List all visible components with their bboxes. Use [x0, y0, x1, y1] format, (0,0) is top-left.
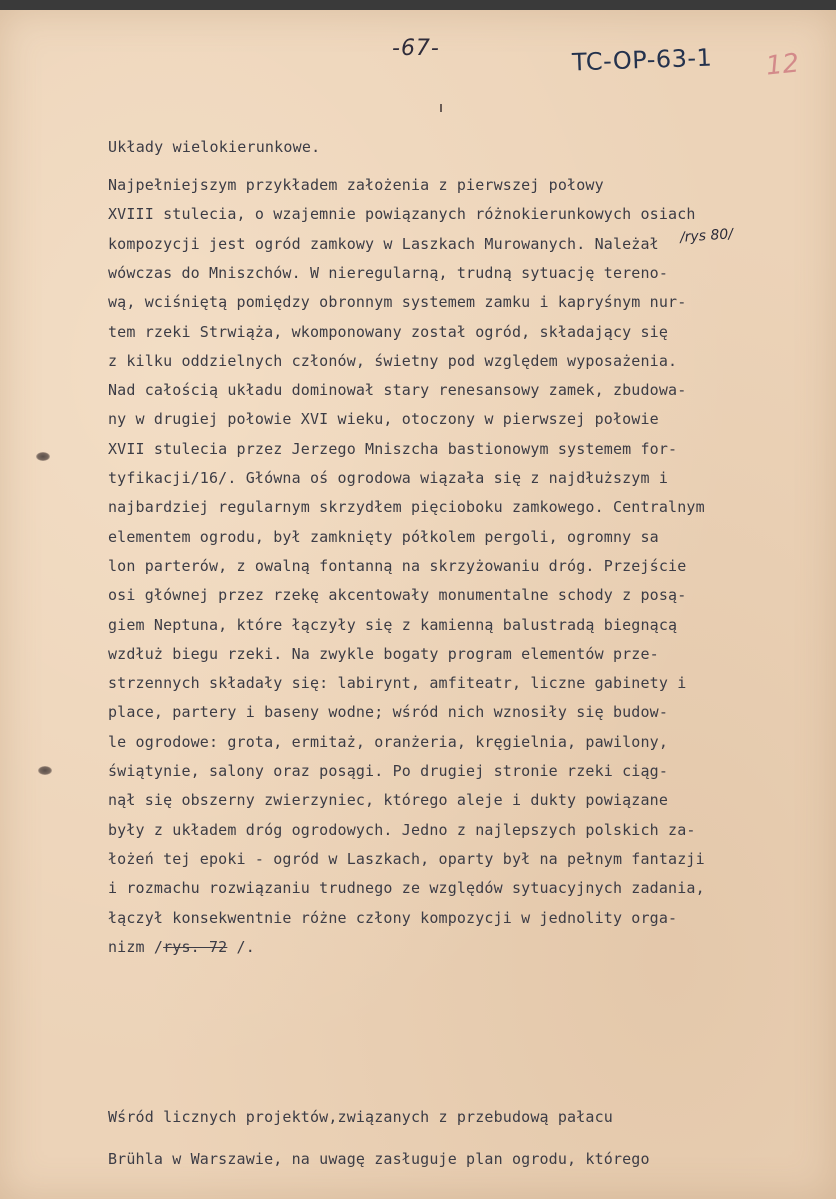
section-heading: Układy wielokierunkowe.: [108, 138, 321, 156]
text-line: tyfikacji/16/. Główna oś ogrodowa wiązała się z najdłuższym i: [108, 469, 669, 487]
text-line: Wśród licznych projektów,związanych z przebudową pałacu: [108, 1108, 613, 1126]
text-line: Najpełniejszym przykładem założenia z pierwszej połowy: [108, 176, 604, 194]
text-line: tem rzeki Strwiąża, wkomponowany został ogród, składający się: [108, 322, 669, 341]
text-line: nizm /rys. 72 /.: [108, 937, 255, 956]
body-text: [0, 10, 836, 1199]
text-line: nął się obszerny zwierzyniec, którego aleje i dukty powiązane: [108, 791, 669, 810]
text-line: wą, wciśniętą pomiędzy obronnym systemem zamku i kapryśnym nur-: [108, 293, 687, 312]
reference-end: /.: [227, 937, 255, 956]
punch-hole-top: [36, 452, 50, 461]
text-line: strzennych składały się: labirynt, amfiteatr, liczne gabinety i: [108, 674, 687, 693]
text-line: były z układem dróg ogrodowych. Jedno z najlepszych polskich za-: [108, 820, 696, 839]
text-line: wzdłuż biegu rzeki. Na zwykle bogaty program elementów prze-: [108, 644, 659, 663]
text-line: XVIII stulecia, o wzajemnie powiązanych różnokierunkowych osiach: [108, 205, 696, 224]
text-line: najbardziej regularnym skrzydłem pięcioboku zamkowego. Centralnym: [108, 498, 705, 517]
text-line: le ogrodowe: grota, ermitaż, oranżeria, kręgielnia, pawilony,: [108, 732, 669, 751]
text-line: Nad całością układu dominował stary renesansowy zamek, zbudowa-: [108, 381, 687, 400]
document-page: [0, 10, 836, 1199]
punch-hole-bottom: [38, 766, 52, 775]
text-line: giem Neptuna, które łączyły się z kamienną balustradą biegnącą: [108, 615, 678, 634]
sheet-number: 12: [764, 48, 801, 82]
text-line: XVII stulecia przez Jerzego Mniszcha bastionowym systemem for-: [108, 439, 678, 458]
handwritten-note: /rys 80/: [679, 226, 734, 246]
text-line: świątynie, salony oraz posągi. Po drugiej stronie rzeki ciąg-: [108, 762, 669, 780]
text-line: i rozmachu rozwiązaniu trudnego ze względów sytuacyjnych zadania,: [108, 879, 705, 898]
text-line: osi głównej przez rzekę akcentowały monumentalne schody z posą-: [108, 586, 687, 605]
text-line: ny w drugiej połowie XVI wieku, otoczony w pierwszej połowie: [108, 410, 659, 429]
archive-code: TC-OP-63-1: [571, 43, 713, 77]
page-number: -67-: [392, 36, 440, 61]
text-line: kompozycji jest ogród zamkowy w Laszkach Murowanych. Należał: [108, 234, 659, 253]
text-line: Brühla w Warszawie, na uwagę zasługuje plan ogrodu, którego: [108, 1150, 650, 1168]
struck-reference: rys. 72: [163, 937, 228, 956]
text-line: z kilku oddzielnych członów, świetny pod względem wyposażenia.: [108, 351, 678, 370]
text-line: łączył konsekwentnie różne człony kompozycji w jednolity orga-: [108, 908, 678, 927]
text-line: łożeń tej epoki - ogród w Laszkach, oparty był na pełnym fantazji: [108, 849, 705, 868]
text-line: elementem ogrodu, był zamknięty półkolem pergoli, ogromny sa: [108, 527, 659, 546]
text-line: lon parterów, z owalną fontanną na skrzyżowaniu dróg. Przejście: [108, 556, 687, 575]
text-line: wówczas do Mniszchów. W nieregularną, trudną sytuację tereno-: [108, 263, 669, 282]
text-line: place, partery i baseny wodne; wśród nich wznosiły się budow-: [108, 703, 669, 722]
